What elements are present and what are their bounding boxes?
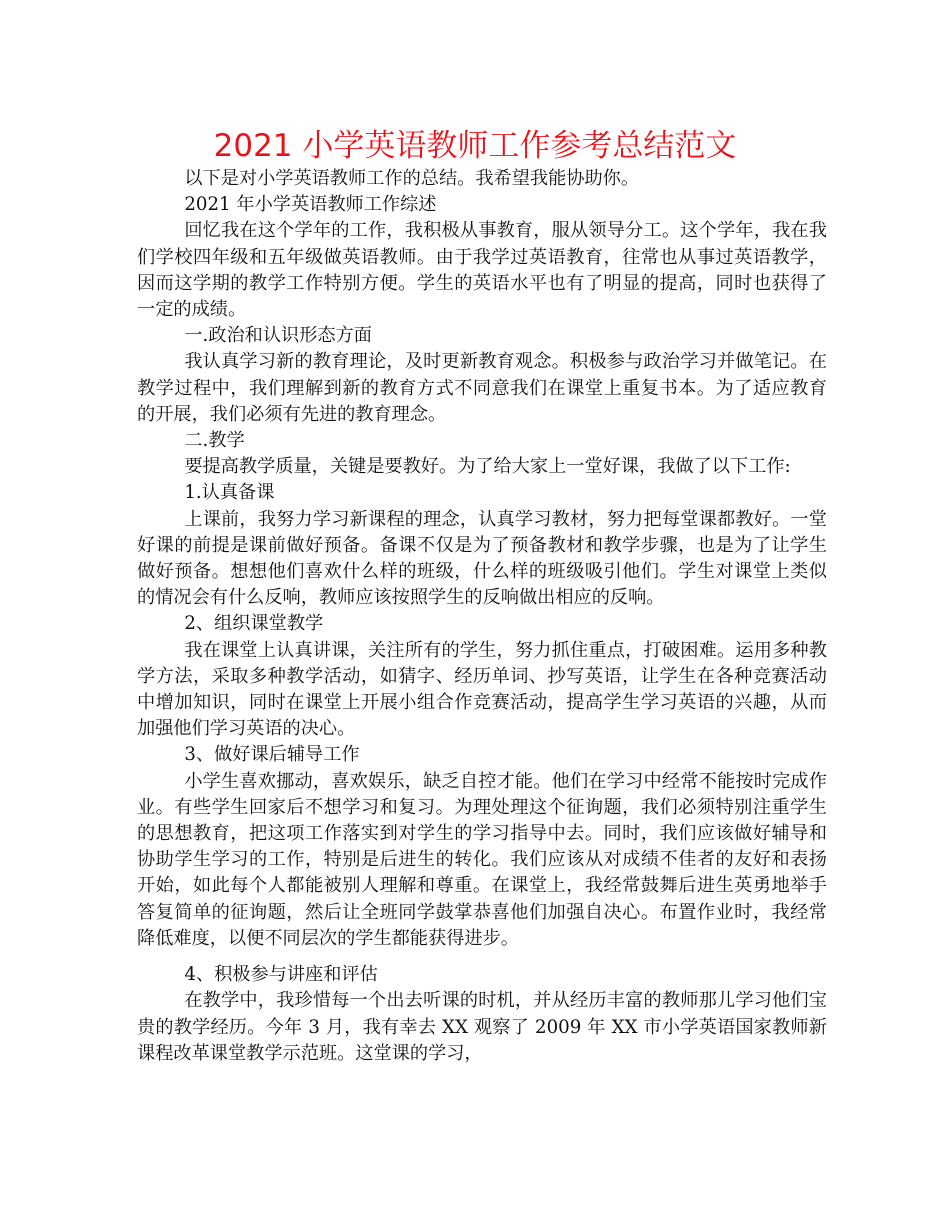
section-heading-teaching: 二.教学 [184, 430, 245, 452]
subheading-lectures: 4、积极参与讲座和评估 [184, 964, 378, 986]
tutoring-paragraph: 小学生喜欢挪动，喜欢娱乐，缺乏自控才能。他们在学习中经常不能按时完成作业。有些学生回家后不想学习和复习。为理处理这个征询题，我们必须特别注重学生的思想教育，把这项工作落实到对学生的学习指导中去。同时，我们应该做好辅导和协助学生学习的工作，特别是后进生的转化。我们应该从对成绩不佳者的友好和表扬开始，如此每个人都能被别人理解和尊重。在课堂上，我经常鼓舞后进生英勇地举手答复简单的征询题，然后让全班同学鼓掌恭喜他们加强自决心。布置作业时，我经常降低难度，以便不同层次的学生都能获得进步。 [137, 770, 827, 949]
document-body [137, 166, 827, 1067]
section-heading-politics: 一.政治和认识形态方面 [184, 325, 372, 347]
lesson-prep-paragraph: 上课前，我努力学习新课程的理念，认真学习教材，努力把每堂课都教好。一堂好课的前提是课前做好预备。备课不仅是为了预备教材和教学步骤，也是为了让学生做好预备。想想他们喜欢什么样的班级，什么样的班级吸引他们。学生对课堂上类似的情况会有什么反响，教师应该按照学生的反响做出相应的反响。 [137, 508, 827, 609]
intro-paragraph: 以下是对小学英语教师工作的总结。我希望我能协助你。 [184, 168, 640, 189]
summary-heading: 2021 年小学英语教师工作综述 [184, 194, 437, 216]
classroom-paragraph: 我在课堂上认真讲课，关注所有的学生，努力抓住重点，打破困难。运用多种教学方法，采取多种教学活动，如猜字、经历单词、抄写英语，让学生在各种竞赛活动中增加知识，同时在课堂上开展小组合作竞赛活动，提高学生学习英语的兴趣，从而加强他们学习英语的决心。 [137, 639, 827, 740]
review-paragraph: 回忆我在这个学年的工作，我积极从事教育，服从领导分工。这个学年，我在我们学校四年级和五年级做英语教师。由于我学过英语教育，往常也从事过英语教学，因而这学期的教学工作特别方便。学生的英语水平也有了明显的提高，同时也获得了一定的成绩。 [137, 220, 827, 321]
politics-paragraph: 我认真学习新的教育理论，及时更新教育观念。积极参与政治学习并做笔记。在教学过程中，我们理解到新的教育方式不同意我们在课堂上重复书本。为了适应教育的开展，我们必须有先进的教育理念。 [137, 351, 827, 425]
subheading-tutoring: 3、做好课后辅导工作 [184, 744, 360, 766]
document-title: 2021 小学英语教师工作参考总结范文 [213, 128, 737, 164]
teaching-paragraph: 要提高教学质量，关键是要教好。为了给大家上一堂好课，我做了以下工作: [184, 456, 791, 478]
lectures-paragraph: 在教学中，我珍惜每一个出去听课的时机，并从经历丰富的教师那儿学习他们宝贵的教学经历。今年 3 月，我有幸去 XX 观察了 2009 年 XX 市小学英语国家教师新课程改革课堂教学示范班。这堂课的学习， [137, 990, 827, 1064]
subheading-lesson-prep: 1.认真备课 [184, 482, 275, 504]
subheading-classroom: 2、组织课堂教学 [184, 613, 324, 635]
